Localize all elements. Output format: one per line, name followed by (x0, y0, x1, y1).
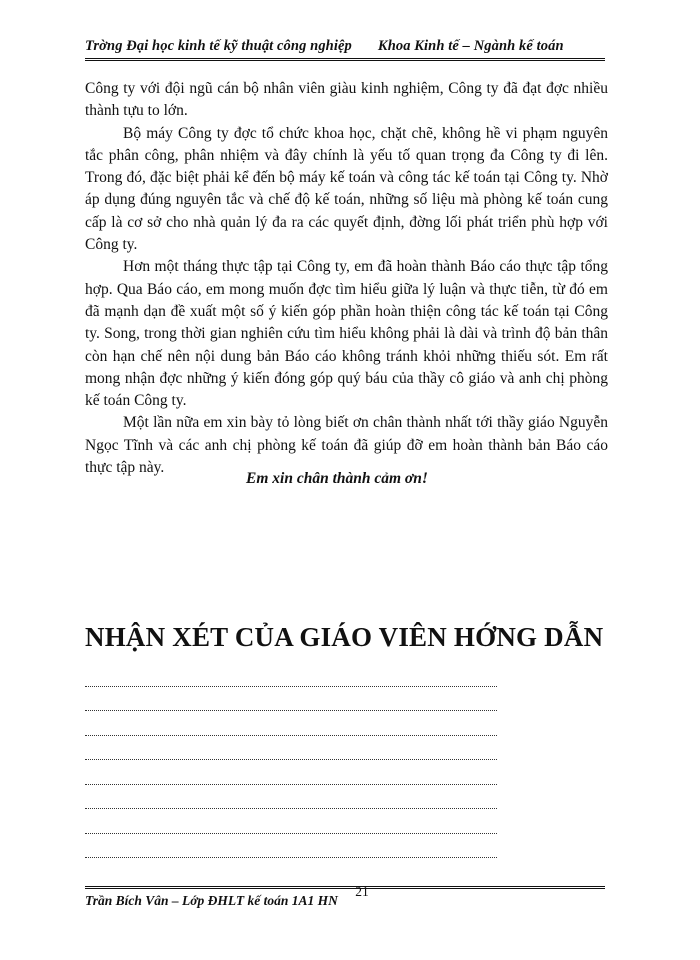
paragraph: Một lần nữa em xin bày tỏ lòng biết ơn chân thành nhất tới thầy giáo Nguyễn Ngọc Tĩnh và các anh chị phòng kế toán đã giúp đỡ em hoàn thành bản Báo cáo thực tập này. (85, 414, 608, 477)
dotted-line (85, 668, 497, 693)
header-school: Trờng Đại học kinh tế kỹ thuật công nghiệp (85, 38, 352, 54)
page-header (85, 38, 605, 61)
page-footer (85, 886, 605, 909)
page-number: 21 (355, 884, 369, 899)
dotted-line (85, 766, 497, 791)
dotted-line (85, 693, 497, 718)
section-title: NHẬN XÉT CỦA GIÁO VIÊN HỚNG DẪN (85, 622, 604, 652)
body-text (85, 78, 608, 479)
dotted-line (85, 717, 497, 742)
dotted-line (85, 742, 497, 767)
paragraph: Công ty với đội ngũ cán bộ nhân viên giàu kinh nghiệm, Công ty đã đạt đợc nhiều thành tựu to lớn. (85, 80, 608, 120)
comment-lines (85, 668, 497, 864)
thanks-line: Em xin chân thành cảm ơn! (246, 470, 428, 487)
dotted-line (85, 840, 497, 865)
paragraph: Hơn một tháng thực tập tại Công ty, em đã hoàn thành Báo cáo thực tập tổng hợp. Qua Báo cáo, em mong muốn đợc tìm hiểu giữa lý luận và thực tiễn, từ đó em đã mạnh dạn đề xuất một số ý kiến góp phần hoàn thiện công tác kế toán tại Công ty. Song, trong thời gian nghiên cứu tìm hiểu không phải là dài và trình độ bản thân còn hạn chế nên nội dung bản Báo cáo không tránh khỏi những thiếu sót. Em rất mong nhận đợc những ý kiến đóng góp quý báu của thầy cô giáo và anh chị phòng kế toán Công ty. (85, 258, 608, 410)
dotted-line (85, 791, 497, 816)
paragraph: Bộ máy Công ty đợc tổ chức khoa học, chặt chẽ, không hề vi phạm nguyên tắc phân công, phân nhiệm và đây chính là yếu tố quan trọng đa Công ty đi lên. Trong đó, đặc biệt phải kể đến bộ máy kế toán và công tác kế toán tại Công ty. Nhờ áp dụng đúng nguyên tắc và chế độ kế toán, những số liệu mà phòng kế toán cung cấp là cơ sở cho nhà quản lý đa ra các quyết định, đờng lối phát triển phù hợp với Công ty. (85, 124, 608, 254)
footer-text: Trần Bích Vân – Lớp ĐHLT kế toán 1A1 HN (85, 893, 338, 908)
dotted-line (85, 815, 497, 840)
header-faculty: Khoa Kinh tế – Ngành kế toán (377, 38, 564, 54)
